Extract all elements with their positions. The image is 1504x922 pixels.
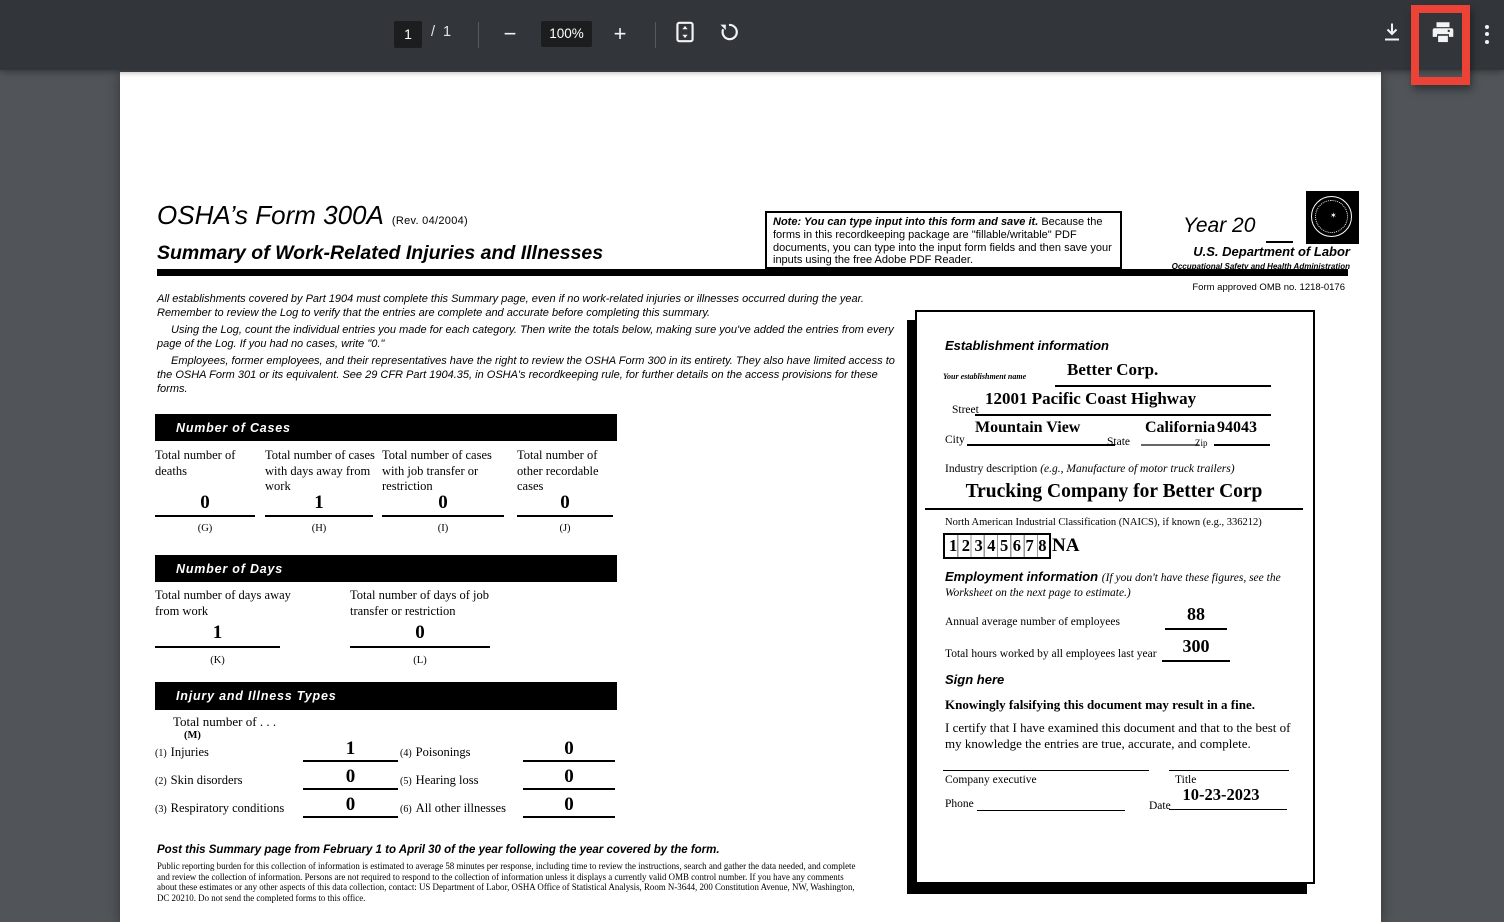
- more-options-button[interactable]: [1470, 17, 1504, 51]
- section-header-number-of-days: Number of Days: [155, 555, 617, 582]
- days-away-cases-field[interactable]: 1: [265, 492, 373, 517]
- days-away-field[interactable]: 1: [155, 622, 280, 648]
- types-row: [155, 764, 617, 790]
- field-label: Total number of cases with days away from work: [265, 448, 375, 493]
- field-label: (6) All other illnesses: [400, 801, 506, 815]
- certify-statement: I certify that I have examined this document and that to the best of my knowledge the entries are true, accurate, and complete.: [945, 720, 1291, 751]
- form-subtitle: Summary of Work-Related Injuries and Illnesses: [157, 242, 604, 264]
- types-row: [155, 792, 617, 818]
- cases-grid: [155, 448, 617, 543]
- title-signature-line[interactable]: [1169, 770, 1289, 771]
- form-title-text: OSHA’s Form 300A: [157, 200, 384, 230]
- days-column-transfer: [350, 588, 525, 666]
- types-intro: Total number of . . .: [173, 714, 277, 729]
- falsify-warning: Knowingly falsifying this document may result in a fine.: [945, 697, 1255, 712]
- note-body: Because the forms in this recordkeeping package are "fillable/writable" PDF documents, you can type into the input form fields and then save your inputs using the free Adobe PDF Reader.: [773, 216, 1112, 267]
- field-label: Total number of days of job transfer or restriction: [350, 588, 490, 618]
- other-cases-field[interactable]: 0: [517, 492, 613, 517]
- field-label: Total number of days away from work: [155, 588, 291, 618]
- cases-column-other: [517, 448, 617, 534]
- field-label: (3) Respiratory conditions: [155, 801, 285, 815]
- zip-label: Zip: [1195, 438, 1208, 448]
- date-field[interactable]: 10-23-2023: [1169, 785, 1273, 810]
- year-blank-line[interactable]: [1266, 241, 1293, 243]
- cases-column-days-away: [265, 448, 380, 534]
- omb-approval-label: Form approved OMB no. 1218-0176: [1192, 282, 1345, 293]
- agency-label: Occupational Safety and Health Administration: [1171, 262, 1350, 271]
- street-label: Street: [952, 404, 979, 416]
- state-field[interactable]: California: [1145, 419, 1216, 436]
- zip-field[interactable]: 94043: [1217, 419, 1257, 436]
- kebab-menu-icon: [1485, 25, 1489, 44]
- street-field[interactable]: 12001 Pacific Coast Highway: [975, 389, 1271, 416]
- zoom-out-button[interactable]: −: [503, 21, 517, 46]
- establishment-header: Establishment information: [945, 338, 1109, 353]
- fit-to-page-icon: [672, 19, 698, 50]
- print-button-highlight-box: [1411, 5, 1470, 85]
- toolbar-divider: [655, 22, 656, 48]
- naics-label: North American Industrial Classification (NAICS), if known (e.g., 336212): [945, 517, 1262, 528]
- column-code: (L): [413, 655, 427, 666]
- note-title: Note: You can type input into this form and save it.: [773, 216, 1039, 228]
- types-row: [155, 736, 617, 762]
- employment-header: Employment information (If you don't have these figures, see the Worksheet on the next page to estimate.): [945, 569, 1281, 599]
- state-label: State: [1107, 436, 1130, 448]
- department-label: U.S. Department of Labor: [1193, 244, 1350, 259]
- intro-paragraph: Using the Log, count the individual entries you made for each category. Then write the totals below, making sure you've added the entries from every page of the Log. If you had no cases, write "0.": [157, 324, 894, 350]
- respiratory-field[interactable]: 0: [303, 794, 398, 818]
- fillable-note-box: [765, 211, 1122, 269]
- executive-label: Company executive: [945, 774, 1037, 786]
- deaths-total-field[interactable]: 0: [155, 492, 255, 517]
- page-number-input[interactable]: 1: [394, 21, 422, 48]
- column-code: (J): [559, 523, 571, 534]
- column-code: (I): [437, 523, 449, 534]
- post-summary-note: Post this Summary page from February 1 to April 30 of the year following the year covered by the form.: [157, 844, 720, 856]
- phone-field[interactable]: [977, 797, 1125, 811]
- phone-label: Phone: [945, 798, 974, 810]
- cases-column-deaths: [155, 448, 255, 534]
- field-label: (5) Hearing loss: [400, 773, 479, 787]
- column-code: (H): [311, 523, 327, 534]
- date-underline-segment: [1217, 809, 1257, 810]
- field-label: Total number of other recordable cases: [517, 448, 599, 493]
- pdf-page: [120, 72, 1381, 922]
- hours-field[interactable]: 300: [1162, 636, 1230, 662]
- state-underline: [1141, 444, 1199, 446]
- city-field[interactable]: Mountain View: [967, 419, 1115, 446]
- industry-field[interactable]: Trucking Company for Better Corp: [925, 481, 1303, 510]
- toolbar-divider: [478, 22, 479, 48]
- cases-column-transfer: [382, 448, 512, 534]
- column-code: (G): [197, 523, 213, 534]
- poisonings-field[interactable]: 0: [523, 738, 615, 762]
- establishment-name-label: Your establishment name: [943, 372, 1027, 381]
- rotate-button[interactable]: [712, 17, 746, 51]
- field-label: Total number of deaths: [155, 448, 236, 478]
- employees-label: Annual average number of employees: [945, 616, 1120, 628]
- city-label: City: [945, 434, 965, 446]
- zoom-level-display: 100%: [541, 21, 592, 47]
- date-label: Date: [1149, 800, 1171, 812]
- naics-suffix: NA: [1052, 535, 1080, 556]
- column-code: (K): [210, 655, 225, 666]
- paperwork-burden-statement: Public reporting burden for this collection of information is estimated to average 58 minutes per response, including time to review the instructions, search and gather the data needed, and complete and review the collection of information. Persons are not required to respond to the collection of information unless it displays a currently valid OMB control number. If you have any comments about these estimates or any other aspects of this data collection, contact: US Department of Labor, OSHA Office of Statistical Analysis, Room N-3644, 200 Constitution Avenue, NW, Washington, DC 20210. Do not send the completed forms to this office.: [157, 861, 856, 904]
- title-label: Title: [1175, 774, 1197, 786]
- intro-paragraph: Employees, former employees, and their representatives have the right to review the OSHA Form 300 in its entirety. They also have limited access to the OSHA Form 301 or its equivalent. See 29 CFR Part 1904.35, in OSHA's recordkeeping rule, for further details on the access provisions for these forms.: [157, 355, 895, 395]
- field-label: (1) Injuries: [155, 745, 209, 759]
- days-column-away: [155, 588, 315, 666]
- skin-disorders-field[interactable]: 0: [303, 766, 398, 790]
- days-transfer-field[interactable]: 0: [350, 622, 490, 648]
- transfer-cases-field[interactable]: 0: [382, 492, 504, 517]
- other-illnesses-field[interactable]: 0: [523, 794, 615, 818]
- section-header-injury-types: Injury and Illness Types: [155, 682, 617, 710]
- form-revision: (Rev. 04/2004): [391, 215, 469, 227]
- page-count-label: / 1: [431, 24, 454, 40]
- field-label: Total number of cases with job transfer or restriction: [382, 448, 492, 493]
- field-label: (2) Skin disorders: [155, 773, 243, 787]
- rotate-ccw-icon: [717, 20, 741, 49]
- zoom-in-button[interactable]: +: [613, 21, 627, 46]
- dol-seal-logo: ✶: [1306, 191, 1359, 244]
- form-title: [157, 200, 468, 231]
- industry-label: Industry description (e.g., Manufacture of motor truck trailers): [945, 463, 1235, 475]
- download-icon: [1380, 20, 1404, 49]
- sign-here-header: Sign here: [945, 672, 1005, 687]
- days-grid: [155, 588, 617, 678]
- intro-paragraph: All establishments covered by Part 1904 must complete this Summary page, even if no work-related injuries or illnesses occurred during the year. Remember to review the Log to verify that the entries are complete and accurate before completing this summary.: [157, 293, 864, 319]
- hearing-loss-field[interactable]: 0: [523, 766, 615, 790]
- fit-to-page-button[interactable]: [668, 17, 702, 51]
- employees-field[interactable]: 88: [1165, 604, 1227, 630]
- establishment-info-box: [915, 310, 1315, 884]
- year-label: Year 20: [1183, 214, 1256, 237]
- establishment-name-field[interactable]: Better Corp.: [1055, 360, 1271, 387]
- hours-label: Total hours worked by all employees last year: [945, 648, 1157, 660]
- executive-signature-line[interactable]: [943, 770, 1149, 771]
- naics-digit-boxes[interactable]: 12345678: [943, 533, 1051, 559]
- field-label: (4) Poisonings: [400, 745, 471, 759]
- naics-field[interactable]: [943, 533, 1079, 559]
- injuries-field[interactable]: 1: [303, 738, 398, 762]
- section-header-number-of-cases: Number of Cases: [155, 414, 617, 441]
- intro-paragraphs: [157, 293, 905, 400]
- download-button[interactable]: [1375, 17, 1409, 51]
- zip-underline: [1214, 444, 1270, 446]
- pdf-toolbar: [0, 0, 1504, 70]
- date-underline-segment: [1261, 809, 1287, 810]
- types-m-code: (M): [184, 730, 201, 741]
